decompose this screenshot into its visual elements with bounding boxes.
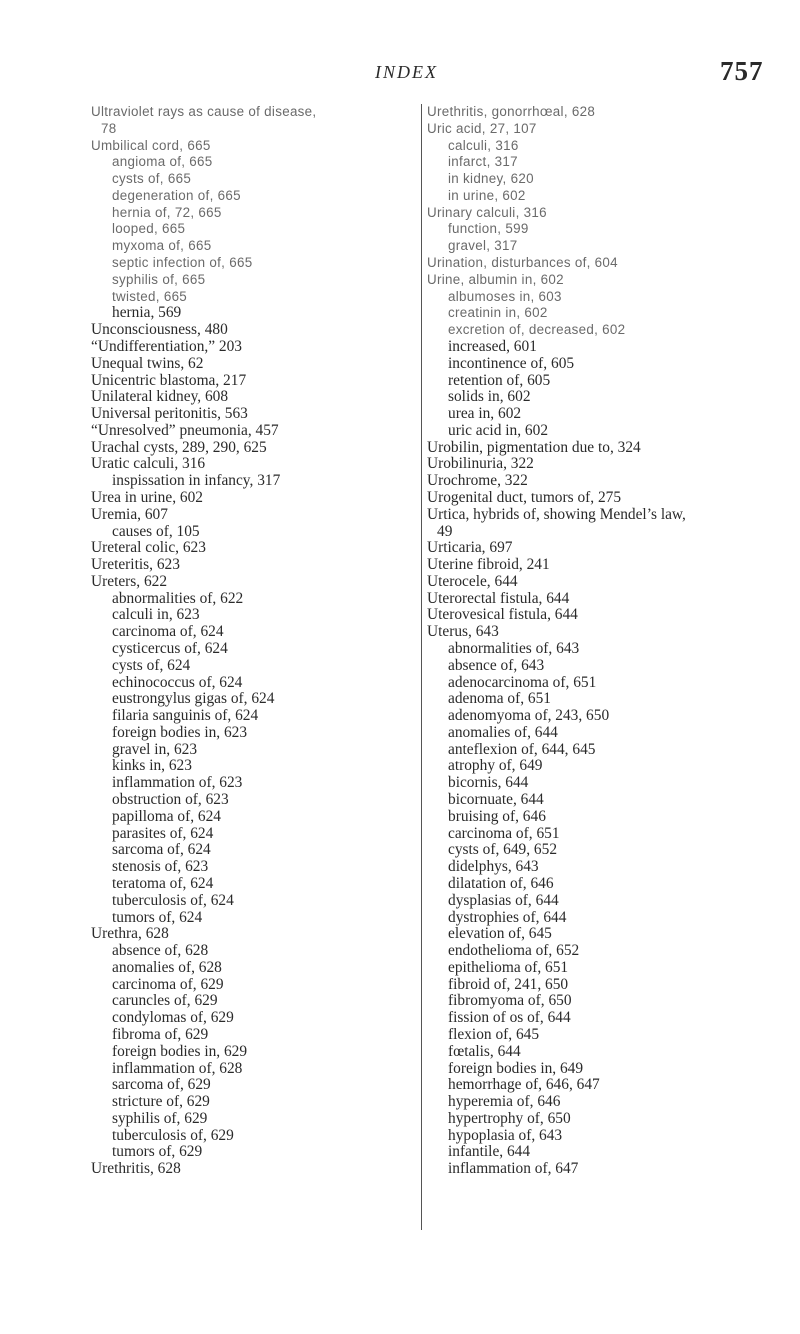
- index-subentry: 78: [101, 120, 117, 136]
- index-entry: Unconsciousness, 480: [91, 321, 228, 339]
- index-subentry: filaria sanguinis of, 624: [112, 707, 259, 725]
- index-subentry: cysts of, 624: [112, 656, 191, 674]
- index-entry: Urine, albumin in, 602: [427, 271, 564, 287]
- index-subentry: anomalies of, 628: [112, 958, 222, 976]
- index-subentry: tuberculosis of, 629: [112, 1126, 234, 1144]
- index-entry: Ureteritis, 623: [91, 556, 180, 574]
- index-subentry: bruising of, 646: [448, 807, 546, 825]
- index-subentry: adenomyoma of, 243, 650: [448, 707, 610, 725]
- index-subentry: tumors of, 624: [112, 908, 203, 926]
- index-subentry: gravel, 317: [448, 238, 518, 254]
- index-subentry: caruncles of, 629: [112, 992, 218, 1010]
- index-subentry: function, 599: [448, 221, 529, 237]
- index-subentry: cysts of, 649, 652: [448, 841, 558, 859]
- index-subentry: increased, 601: [448, 337, 537, 355]
- index-subentry: tumors of, 629: [112, 1143, 203, 1161]
- column-divider: [421, 104, 422, 1230]
- index-subentry: elevation of, 645: [448, 925, 552, 943]
- index-column-right: [427, 104, 787, 1178]
- index-entry: Urobilin, pigmentation due to, 324: [427, 438, 641, 456]
- index-entry: Uterovesical fistula, 644: [427, 606, 578, 624]
- index-subentry: adenoma of, 651: [448, 690, 551, 708]
- index-subentry: fibroid of, 241, 650: [448, 975, 569, 993]
- index-subentry: inflammation of, 623: [112, 774, 243, 792]
- index-subentry: fibromyoma of, 650: [448, 992, 572, 1010]
- index-subentry: bicornis, 644: [448, 774, 529, 792]
- page-header: [0, 56, 800, 102]
- index-entry: Ultraviolet rays as cause of disease,: [91, 104, 317, 119]
- index-subentry: hypertrophy of, 650: [448, 1109, 571, 1127]
- index-subentry: angioma of, 665: [112, 154, 213, 170]
- index-subentry: echinococcus of, 624: [112, 673, 243, 691]
- index-subentry: carcinoma of, 624: [112, 623, 224, 641]
- index-subentry: carcinoma of, 651: [448, 824, 560, 842]
- index-entry: Uremia, 607: [91, 505, 168, 523]
- index-subentry: causes of, 105: [112, 522, 200, 540]
- index-entry: Unilateral kidney, 608: [91, 388, 229, 406]
- index-subentry: epithelioma of, 651: [448, 958, 569, 976]
- index-entry: Urea in urine, 602: [91, 488, 203, 506]
- index-subentry: hypoplasia of, 643: [448, 1126, 563, 1144]
- index-subentry: abnormalities of, 643: [448, 640, 580, 657]
- index-subentry: in urine, 602: [448, 187, 526, 203]
- index-subentry: foreign bodies in, 629: [112, 1042, 248, 1060]
- index-entry: Urogenital duct, tumors of, 275: [427, 488, 622, 506]
- index-entry: Urticaria, 697: [427, 539, 513, 557]
- index-subentry: incontinence of, 605: [448, 354, 575, 372]
- index-subentry: cysts of, 665: [112, 171, 192, 187]
- index-subentry: adenocarcinoma of, 651: [448, 673, 597, 691]
- index-subentry: inflammation of, 628: [112, 1059, 243, 1077]
- index-subentry: fission of os of, 644: [448, 1009, 571, 1027]
- index-subentry: sarcoma of, 629: [112, 1076, 211, 1094]
- index-entry: Umbilical cord, 665: [91, 137, 211, 153]
- index-subentry: infarct, 317: [448, 154, 518, 170]
- index-subentry: bicornuate, 644: [448, 791, 544, 809]
- index-entry: Urination, disturbances of, 604: [427, 255, 618, 271]
- index-subentry: teratoma of, 624: [112, 874, 214, 892]
- index-entry: Urobilinuria, 322: [427, 455, 534, 473]
- index-subentry: calculi, 316: [448, 137, 519, 153]
- index-subentry: degeneration of, 665: [112, 187, 241, 203]
- index-subentry: absence of, 628: [112, 942, 209, 960]
- index-entry: Urochrome, 322: [427, 472, 528, 490]
- index-subentry: uric acid in, 602: [448, 421, 549, 439]
- index-subentry: absence of, 643: [448, 656, 545, 674]
- index-subentry: myxoma of, 665: [112, 238, 212, 254]
- index-entry: Ureteral colic, 623: [91, 539, 206, 557]
- index-entry: “Unresolved” pneumonia, 457: [91, 421, 279, 439]
- running-title: INDEX: [375, 62, 438, 82]
- index-entry: Unequal twins, 62: [91, 354, 204, 372]
- index-subentry: parasites of, 624: [112, 824, 214, 842]
- index-subentry: condylomas of, 629: [112, 1009, 234, 1027]
- index-subentry: sarcoma of, 624: [112, 841, 211, 859]
- index-entry: Uterine fibroid, 241: [427, 556, 550, 574]
- index-subentry: didelphys, 643: [448, 858, 539, 876]
- index-subentry: hyperemia of, 646: [448, 1093, 561, 1111]
- index-entry: Ureters, 622: [91, 572, 168, 590]
- index-entry: Universal peritonitis, 563: [91, 405, 248, 423]
- index-subentry: urea in, 602: [448, 405, 522, 423]
- index-subentry: inspissation in infancy, 317: [112, 472, 281, 490]
- index-subentry: anomalies of, 644: [448, 723, 558, 741]
- index-entry: Urethritis, gonorrhœal, 628: [427, 104, 596, 119]
- index-subentry: twisted, 665: [112, 288, 188, 304]
- index-subentry: hernia, 569: [112, 304, 182, 322]
- index-subentry: obstruction of, 623: [112, 791, 229, 809]
- index-subentry: dysplasias of, 644: [448, 891, 559, 909]
- index-subentry: tuberculosis of, 624: [112, 891, 234, 909]
- index-subentry: dilatation of, 646: [448, 874, 554, 892]
- index-subentry: hernia of, 72, 665: [112, 204, 222, 220]
- index-subentry: stricture of, 629: [112, 1093, 210, 1111]
- index-subentry: calculi in, 623: [112, 606, 200, 624]
- index-subentry: foreign bodies in, 649: [448, 1059, 584, 1077]
- index-subentry: abnormalities of, 622: [112, 589, 244, 607]
- index-entry: Uterus, 643: [427, 623, 499, 641]
- index-subentry: kinks in, 623: [112, 757, 192, 775]
- index-subentry: anteflexion of, 644, 645: [448, 740, 596, 758]
- index-entry: Urethritis, 628: [91, 1160, 181, 1178]
- index-subentry: retention of, 605: [448, 371, 551, 389]
- index-subentry: inflammation of, 647: [448, 1160, 579, 1178]
- index-column-left: [91, 104, 421, 1178]
- index-subentry: syphilis of, 665: [112, 271, 206, 287]
- index-subentry: infantile, 644: [448, 1143, 531, 1161]
- index-subentry: carcinoma of, 629: [112, 975, 224, 993]
- index-entry: Uterorectal fistula, 644: [427, 589, 570, 607]
- index-subentry: fœtalis, 644: [448, 1042, 521, 1060]
- index-subentry: in kidney, 620: [448, 171, 534, 187]
- index-subentry: excretion of, decreased, 602: [448, 322, 626, 338]
- index-subentry: stenosis of, 623: [112, 858, 209, 876]
- index-subentry: eustrongylus gigas of, 624: [112, 690, 275, 708]
- index-subentry: flexion of, 645: [448, 1025, 540, 1043]
- index-entry: Urtica, hybrids of, showing Mendel’s law,: [427, 505, 686, 523]
- index-subentry: atrophy of, 649: [448, 757, 543, 775]
- index-entry: Unicentric blastoma, 217: [91, 371, 247, 389]
- index-subentry: endothelioma of, 652: [448, 942, 580, 960]
- page-number: 757: [720, 56, 764, 86]
- index-entry: “Undifferentiation,” 203: [91, 337, 243, 355]
- index-entry: Urethra, 628: [91, 925, 169, 943]
- index-subentry: syphilis of, 629: [112, 1109, 208, 1127]
- index-subentry: hemorrhage of, 646, 647: [448, 1076, 600, 1094]
- index-subentry: albumoses in, 603: [448, 288, 562, 304]
- index-subentry: 49: [437, 522, 453, 540]
- index-entry: Urachal cysts, 289, 290, 625: [91, 438, 267, 456]
- index-subentry: cysticercus of, 624: [112, 640, 228, 657]
- index-subentry: septic infection of, 665: [112, 255, 253, 271]
- index-subentry: foreign bodies in, 623: [112, 723, 248, 741]
- index-subentry: fibroma of, 629: [112, 1025, 209, 1043]
- index-entry: Uterocele, 644: [427, 572, 518, 590]
- index-subentry: solids in, 602: [448, 388, 531, 406]
- index-subentry: dystrophies of, 644: [448, 908, 567, 926]
- index-subentry: papilloma of, 624: [112, 807, 221, 825]
- index-entry: Uratic calculi, 316: [91, 455, 206, 473]
- index-subentry: creatinin in, 602: [448, 305, 548, 321]
- index-subentry: gravel in, 623: [112, 740, 198, 758]
- index-entry: Uric acid, 27, 107: [427, 120, 537, 136]
- index-entry: Urinary calculi, 316: [427, 204, 547, 220]
- index-subentry: looped, 665: [112, 221, 186, 237]
